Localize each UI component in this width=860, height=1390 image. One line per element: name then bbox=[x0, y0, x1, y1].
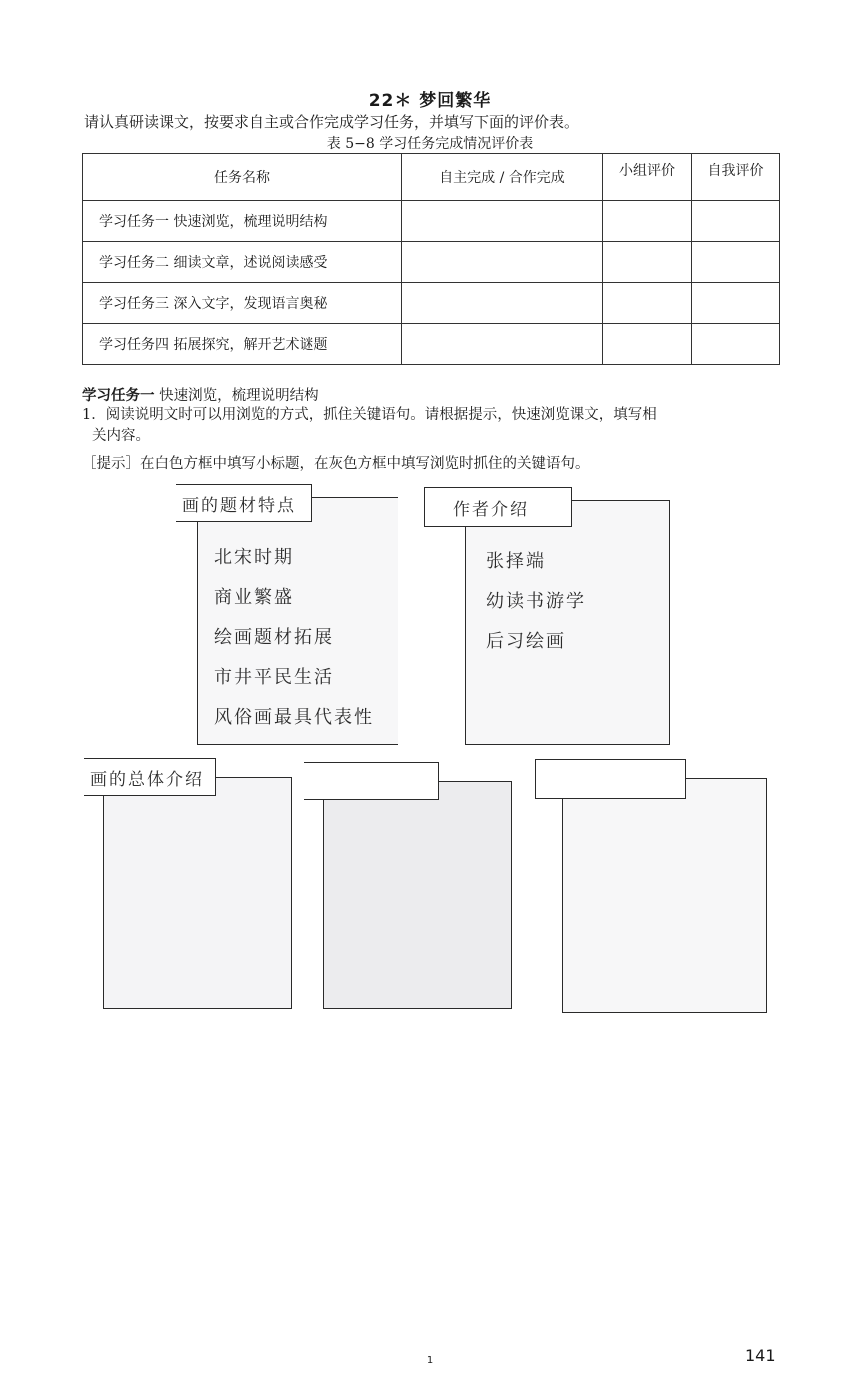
table-row bbox=[83, 201, 780, 242]
task-name-cell: 学习任务一 快速浏览，梳理说明结构 bbox=[83, 201, 402, 242]
key-sentence: 绘画题材拓展 bbox=[214, 627, 334, 648]
completion-cell[interactable] bbox=[402, 242, 603, 283]
self-eval-cell[interactable] bbox=[692, 201, 780, 242]
hint-text: ［提示］在白色方框中填写小标题，在灰色方框中填写浏览时抓住的关键语句。 bbox=[82, 456, 590, 472]
page-number-small: 1 bbox=[426, 1355, 434, 1366]
section-heading-rest: 快速浏览，梳理说明结构 bbox=[154, 388, 319, 404]
intro-text: 请认真研读课文，按要求自主或合作完成学习任务，并填写下面的评价表。 bbox=[84, 113, 580, 131]
key-sentence: 市井平民生活 bbox=[214, 667, 334, 688]
key-sentence: 张择端 bbox=[486, 551, 546, 572]
subtitle-box-1-text: 画的题材特点 bbox=[182, 495, 296, 516]
section-heading bbox=[82, 384, 319, 405]
key-sentence: 北宋时期 bbox=[214, 547, 294, 568]
completion-cell[interactable] bbox=[402, 201, 603, 242]
subtitle-box-3-text: 画的总体介绍 bbox=[90, 769, 204, 790]
key-sentence: 风俗画最具代表性 bbox=[214, 707, 374, 728]
completion-cell[interactable] bbox=[402, 324, 603, 365]
table-header-row bbox=[83, 154, 780, 201]
box1-top-line bbox=[310, 497, 398, 498]
header-task-name: 任务名称 bbox=[83, 154, 402, 201]
table-row bbox=[83, 242, 780, 283]
question-1-line2: 关内容。 bbox=[92, 428, 150, 444]
question-1 bbox=[82, 405, 782, 447]
subtitle-box-2-text: 作者介绍 bbox=[453, 499, 529, 520]
table-caption: 表 5−8 学习任务完成情况评价表 bbox=[326, 136, 534, 152]
key-sentence-box-5[interactable] bbox=[562, 778, 767, 1013]
group-eval-cell[interactable] bbox=[603, 324, 692, 365]
self-eval-cell[interactable] bbox=[692, 242, 780, 283]
key-sentence: 商业繁盛 bbox=[214, 587, 294, 608]
subtitle-box-1[interactable] bbox=[176, 484, 312, 522]
key-sentence-box-4[interactable] bbox=[323, 781, 512, 1009]
section-heading-bold: 学习任务一 bbox=[82, 388, 155, 404]
evaluation-table bbox=[82, 153, 780, 365]
completion-cell[interactable] bbox=[402, 283, 603, 324]
table-row bbox=[83, 283, 780, 324]
self-eval-cell[interactable] bbox=[692, 283, 780, 324]
header-completion: 自主完成 / 合作完成 bbox=[402, 154, 603, 201]
header-group-eval: 小组评价 bbox=[603, 154, 692, 201]
subtitle-box-4[interactable] bbox=[304, 762, 439, 800]
self-eval-cell[interactable] bbox=[692, 324, 780, 365]
subtitle-box-5[interactable] bbox=[535, 759, 686, 799]
task-name-cell: 学习任务四 拓展探究，解开艺术谜题 bbox=[83, 324, 402, 365]
key-sentence-box-3[interactable] bbox=[103, 777, 292, 1009]
subtitle-box-2[interactable] bbox=[424, 487, 572, 527]
page-number: 141 bbox=[745, 1346, 776, 1365]
group-eval-cell[interactable] bbox=[603, 283, 692, 324]
header-self-eval: 自我评价 bbox=[692, 154, 780, 201]
key-sentences-1 bbox=[214, 538, 374, 738]
task-name-cell: 学习任务三 深入文字，发现语言奥秘 bbox=[83, 283, 402, 324]
key-sentence: 后习绘画 bbox=[486, 631, 566, 652]
subtitle-box-3[interactable] bbox=[84, 758, 216, 796]
task-name-cell: 学习任务二 细读文章，述说阅读感受 bbox=[83, 242, 402, 283]
group-eval-cell[interactable] bbox=[603, 242, 692, 283]
group-eval-cell[interactable] bbox=[603, 201, 692, 242]
key-sentence: 幼读书游学 bbox=[486, 591, 586, 612]
table-row bbox=[83, 324, 780, 365]
question-1-line1: 1．阅读说明文时可以用浏览的方式，抓住关键语句。请根据提示，快速浏览课文，填写相 bbox=[82, 407, 657, 423]
page-title: 22＊ 梦回繁华 bbox=[368, 91, 492, 111]
key-sentences-2 bbox=[486, 542, 586, 662]
